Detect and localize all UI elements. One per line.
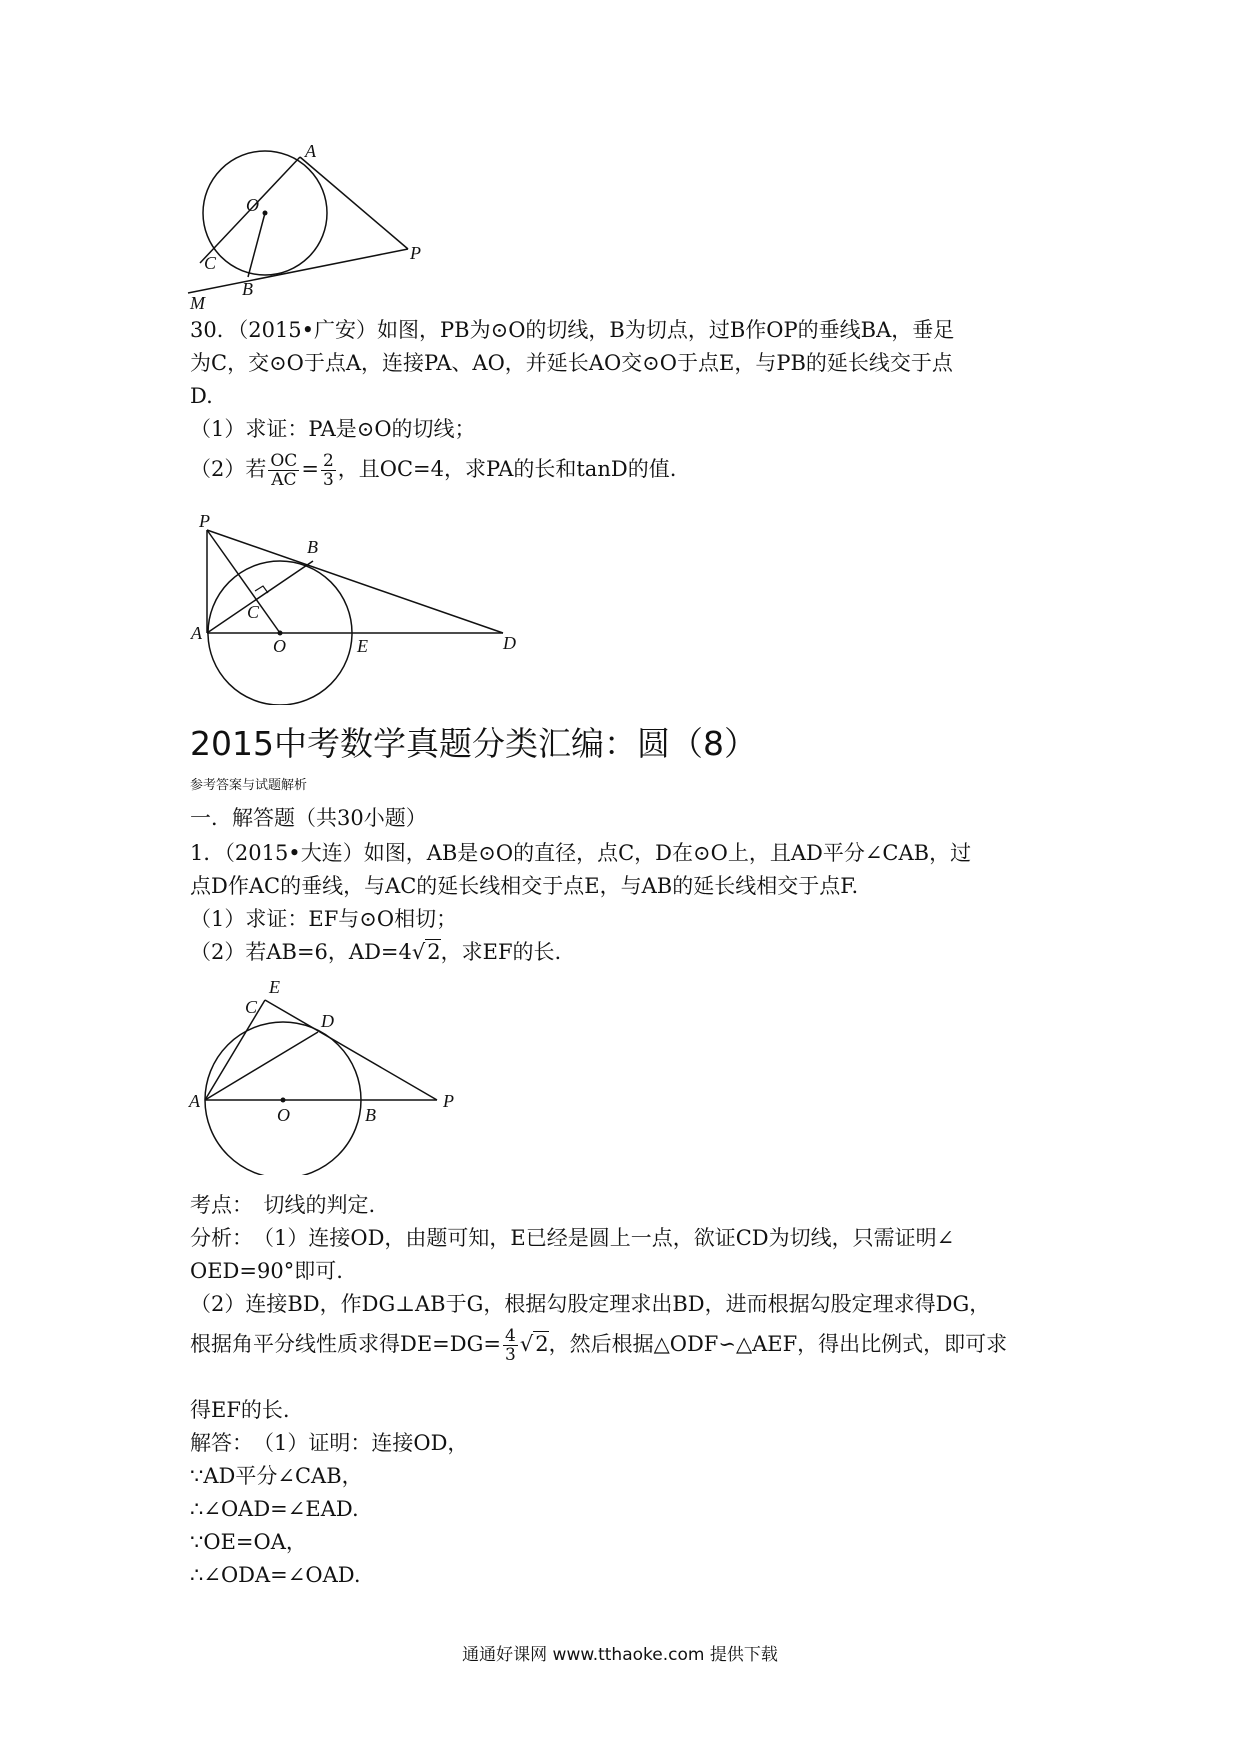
fig2-label-e: E (357, 636, 368, 656)
step-1: ∵AD平分∠CAB， (190, 1464, 363, 1488)
step-3: ∵OE=OA， (190, 1530, 307, 1554)
fig2-label-c: C (247, 602, 260, 622)
problem-1-line-2: 点D作AC的垂线，与AC的延长线相交于点E，与AB的延长线相交于点F. (190, 874, 859, 898)
q2-suffix: ，且OC=4，求PA的长和tanD的值. (337, 457, 677, 481)
problem-30-line-3: D. (190, 384, 213, 408)
fig1-label-p: P (410, 243, 421, 263)
equals-sign: = (301, 457, 319, 481)
frac-num: 2 (322, 451, 334, 471)
fig3-label-o: O (277, 1105, 290, 1125)
q2-suffix: ，求EF的长. (440, 940, 562, 964)
figure-tangent-circle-1 (180, 145, 440, 315)
fig3-label-e: E (269, 977, 280, 997)
fig2-label-b: B (307, 537, 318, 557)
frac-num: OC (270, 451, 298, 471)
analysis-line-3: （2）连接BD，作DG⊥AB于G，根据勾股定理求出BD，进而根据勾股定理求得DG， (190, 1292, 991, 1316)
fig2-label-a: A (191, 623, 202, 643)
problem-1-question-1: （1）求证：EF与⊙O相切； (190, 907, 458, 931)
fig2-label-d: D (503, 633, 516, 653)
fig3-label-d: D (321, 1011, 334, 1031)
problem-1-line-1: 1．（2015•大连）如图，AB是⊙O的直径，点C，D在⊙O上，且AD平分∠CAB，过 (190, 841, 972, 865)
page-footer: 通通好课网 www.tthaoke.com 提供下载 (462, 1645, 778, 1665)
fig1-label-m: M (190, 293, 205, 313)
frac-num: 4 (504, 1326, 516, 1346)
analysis-line-2: OED=90°即可. (190, 1259, 343, 1283)
fig1-label-b: B (242, 279, 253, 299)
fig3-label-a: A (189, 1091, 200, 1111)
fig1-label-a: A (305, 145, 316, 161)
analysis-prefix: 根据角平分线性质求得DE=DG= (190, 1332, 501, 1356)
problem-30-line-2: 为C，交⊙O于点A，连接PA、AO，并延长AO交⊙O于点E，与PB的延长线交于点 (190, 351, 953, 375)
sqrt-2: 2 (535, 1332, 549, 1356)
fig1-label-o: O (246, 195, 259, 215)
solution-line: 解答： （1）证明：连接OD， (190, 1431, 469, 1455)
frac-den: AC (271, 470, 297, 490)
section-title: 2015中考数学真题分类汇编：圆（8） (190, 724, 757, 763)
section-subtitle: 参考答案与试题解析 (190, 778, 308, 793)
problem-30-question-1: （1）求证：PA是⊙O的切线； (190, 417, 476, 441)
part-heading: 一．解答题（共30小题） (190, 806, 427, 830)
fraction-4-3 (503, 1327, 518, 1364)
step-4: ∴∠ODA=∠OAD. (190, 1563, 361, 1587)
frac-den: 3 (322, 470, 334, 490)
q2-prefix: （2）若AB=6，AD=4 (190, 940, 412, 964)
fig2-label-o: O (273, 636, 286, 656)
sqrt-2: 2 (427, 940, 441, 964)
figure-tangent-circle-2 (185, 505, 525, 705)
frac-den: 3 (504, 1345, 516, 1365)
problem-30-line-1: 30．（2015•广安）如图，PB为⊙O的切线，B为切点，过B作OP的垂线BA，垂足 (190, 318, 955, 342)
fig3-label-p: P (443, 1091, 454, 1111)
problem-1-question-2: （2）若AB=6，AD=4√2，求EF的长. (190, 940, 562, 964)
analysis-line-5: 得EF的长. (190, 1398, 290, 1422)
analysis-suffix: ，然后根据△ODF∽△AEF，得出比例式，即可求 (548, 1332, 1008, 1356)
step-2: ∴∠OAD=∠EAD. (190, 1497, 359, 1521)
analysis-line-1: 分析： （1）连接OD，由题可知，E已经是圆上一点，欲证CD为切线，只需证明∠ (190, 1226, 955, 1250)
figure-tangent-circle-3 (185, 975, 475, 1175)
fig1-label-c: C (204, 253, 217, 273)
analysis-line-4: 根据角平分线性质求得DE=DG= $\frac{4}{3}$ √2，然后根据△ODF∽△AEF，得出比例式，即可求 (190, 1326, 1008, 1365)
q2-prefix: （2）若 (190, 457, 267, 481)
fraction-2-3 (321, 452, 336, 489)
fig2-label-p: P (199, 511, 210, 531)
fig3-label-c: C (245, 997, 258, 1017)
fraction-oc-ac (268, 452, 299, 489)
kaodian: 考点： 切线的判定. (190, 1193, 376, 1217)
problem-30-question-2 (190, 452, 676, 489)
fig3-label-b: B (365, 1105, 376, 1125)
